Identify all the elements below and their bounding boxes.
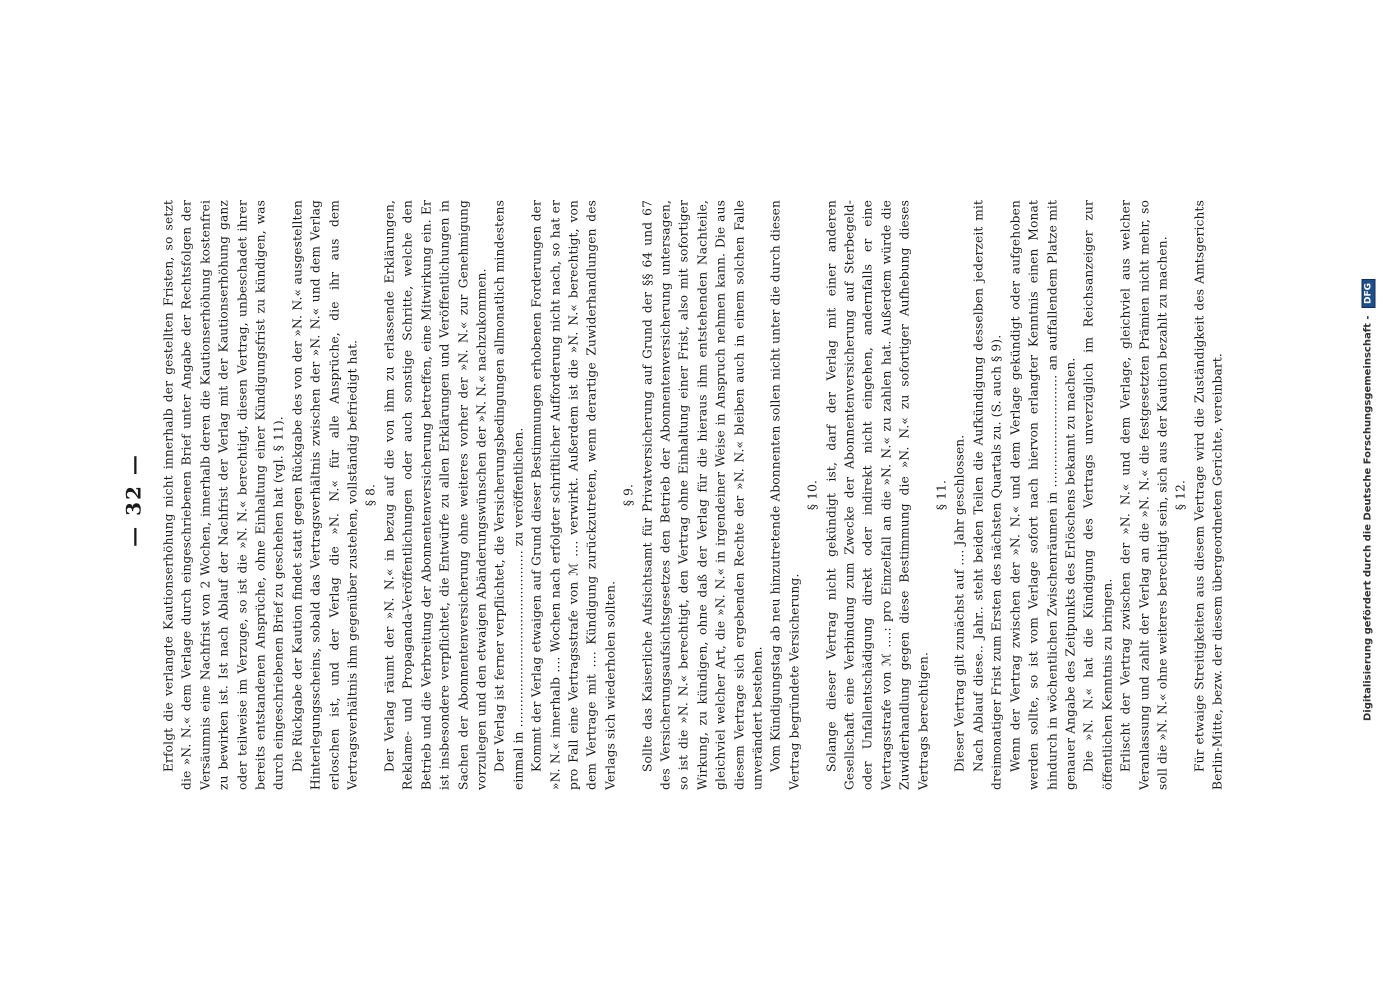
paragraph: Der Verlag räumt der »N. N.« in bezug auf die von ihm zu erlassende Erklärungen, Reklame- und Propaganda-Veröffentlichungen oder auch sonstige Schritte, welche den Betrieb und die Verbreitung der Abonnentenversicherung betreffen, eine Mitwirkung ein. Er ist insbesondere verpflichtet, die Entwürfe zu allen Erklärungen und Veröffentlichungen in Sachen der Abonnentenversicherung ohne weiteres vorher der »N. N.« zur Genehmigung vorzulegen und den etwaigen Abänderungswünschen der »N. N.« nachzukommen. — [382, 200, 489, 790]
page-number: — 32 — — [121, 453, 146, 547]
paragraph: Der Verlag ist ferner verpflichtet, die Versicherungsbedingungen allmonatlich mindestens einmal in ............................................ zu veröffentlichen. — [492, 200, 526, 790]
section-heading: § 9. — [621, 483, 636, 507]
section-heading: § 11. — [934, 479, 949, 511]
paragraph: Für etwaige Streitigkeiten aus diesem Vertrage wird die Zuständigkeit des Amtsgerichts Berlin-Mitte, bezw. der diesem übergeordneten Gerichte, vereinbart. — [1192, 200, 1225, 790]
digitization-credit — [1362, 10, 1376, 990]
paragraph: Die »N. N.« hat die Kündigung des Vertrags unverzüglich im Reichsanzeiger zur öffentlichen Kenntnis zu bringen. — [1081, 200, 1115, 790]
paragraph: Kommt der Verlag etwaigen auf Grund dieser Bestimmungen erhobenen Forderungen der »N. N.« innerhalb .... Wochen nach erfolgter schriftlicher Aufforderung nicht nach, so hat er pro Fall eine Vertragsstrafe von ℳ .... verwirkt. Außerdem ist die »N. N.« berechtigt, von dem Vertrage mit .... Kündigung zurückzutreten, wenn derartige Zuwiderhandlungen des Verlags sich wiederholen sollten. — [529, 200, 618, 790]
section-heading: § 10. — [805, 479, 820, 511]
paragraph: Vom Kündigungstag ab neu hinzutretende Abonnenten sollen nicht unter die durch diesen Vertrag begründete Versicherung. — [768, 200, 802, 790]
credit-text: Digitalisierung gefördert durch die Deutsche Forschungsgemeinschaft - — [1362, 315, 1374, 722]
paragraph: Dieser Vertrag gilt zunächst auf .... Jahr geschlossen. — [952, 434, 967, 772]
paragraph: Erlischt der Vertrag zwischen der »N. N.« und dem Verlage, gleichviel aus welcher Veranlassung und zahlt der Verlag an die »N. N.« die festgesetzten Prämien nicht mehr, so soll die »N. N.« ohne weiteres berechtigt sein, sich aus der Kaution bezahlt zu machen. — [1118, 200, 1170, 790]
section-heading: § 8. — [363, 483, 378, 507]
paragraph: Sollte das Kaiserliche Aufsichtsamt für Privatversicherung auf Grund der §§ 64 und 67 des Versicherungsaufsichtsgesetzes den Betrieb der Abonnentenversicherung untersagen, so ist die »N. N.« berechtigt, den Vertrag ohne Einhaltung einer Frist, also mit sofortiger Wirkung, zu kündigen, ohne daß der Verlag für die hieraus ihm entstehenden Nachteile, gleichviel welcher Art, die »N. N.« in irgendeiner Weise in Anspruch nehmen kann. Die aus diesem Vertrage sich ergebenden Rechte der »N. N.« bleiben auch in einem solchen Falle unverändert bestehen. — [640, 200, 765, 790]
body-text — [160, 200, 1228, 790]
paragraph: Erfolgt die verlangte Kautionserhöhung nicht innerhalb der gestellten Fristen, so setzt die »N. N.« dem Verlage durch eingeschriebenen Brief unter Angabe der Rechtsfolgen der Versäumnis eine Nachfrist von 2 Wochen, innerhalb deren die Kautionserhöhung kostenfrei zu bewirken ist. Ist nach Ablauf der Nachfrist der Verlag mit der Kautionserhöhung ganz oder teilweise im Verzuge, so ist die »N. N.« berechtigt, diesen Vertrag, unbeschadet ihrer bereits entstandenen Ansprüche, ohne Einhaltung einer Kündigungsfrist zu kündigen, was durch eingeschriebenen Brief zu geschehen hat (vgl. § 11). — [161, 200, 286, 790]
paragraph: Die Rückgabe der Kaution findet statt gegen Rückgabe des von der »N. N.« ausgestellten Hinterlegungsscheins, sobald das Vertragsverhältnis zwischen der »N. N.« und dem Verlag erloschen ist, und der Verlag die »N. N.« für alle Ansprüche, die ihr aus dem Vertragsverhältnis ihm gegenüber zustehen, vollständig befriedigt hat. — [290, 200, 360, 790]
paragraph: Solange dieser Vertrag nicht gekündigt ist, darf der Verlag mit einer anderen Gesellschaft eine Verbindung zum Zwecke der Abonnentenversicherung auf Sterbegeld- oder Unfallentschädigung direkt oder indirekt nicht eingehen, andernfalls er eine Vertragsstrafe von ℳ ....: pro Einzelfall an die »N. N.« zu zahlen hat. Außerdem würde die Zuwiderhandlung gegen diese Bestimmung die »N. N.« zu sofortiger Aufhebung dieses Vertrags berechtigen. — [824, 200, 931, 790]
paragraph: Nach Ablauf diese.. Jahr.. steht beiden Teilen die Aufkündigung desselben jederzeit mit dreimonatiger Frist zum Ersten des nächsten Quartals zu. (S. auch § 9). — [971, 200, 1004, 790]
dfg-logo: DFG — [1362, 279, 1376, 308]
paragraph: Wenn der Vertrag zwischen der »N. N.« und dem Verlage gekündigt oder aufgehoben werden sollte, so ist vom Verlage sofort nach hiervon erlangter Kenntnis einen Monat hindurch in wöchentlichen Zwischenräumen in ............................ an auffallendem Platze mit genauer Angabe des Zeitpunkts des Erlöschens bekannt zu machen. — [1008, 200, 1078, 790]
section-heading: § 12. — [1173, 479, 1188, 511]
